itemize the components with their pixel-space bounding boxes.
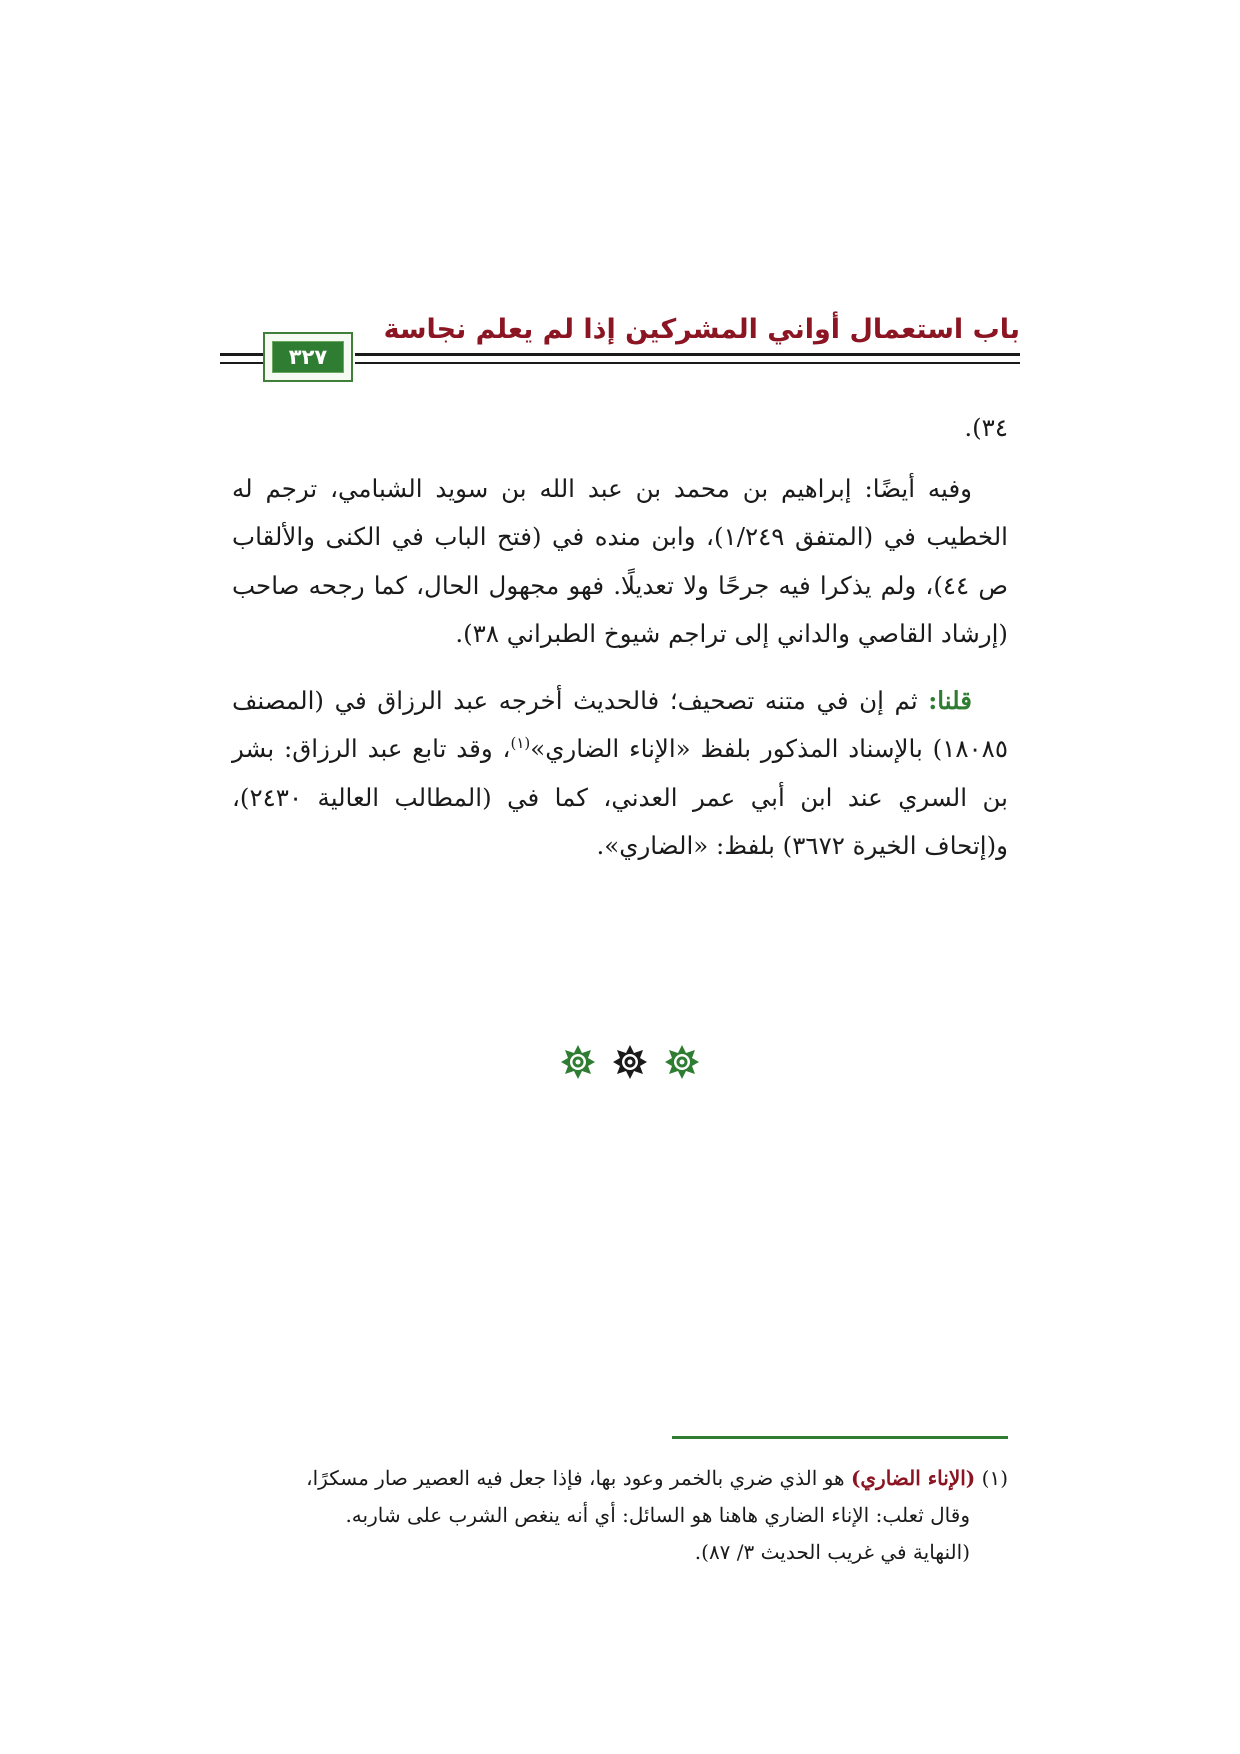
paragraph-2 [232,677,1008,871]
footnote-separator [672,1436,1008,1439]
footnote-line-2: وقال ثعلب: الإناء الضاري هاهنا هو السائل: أي أنه ينغص الشرب على شاربه. [345,1503,970,1527]
header-rule-left-bottom [220,362,263,364]
page-number-badge [263,332,353,382]
footnote [232,1460,1008,1571]
footnote-line-1 [232,1460,1008,1497]
paragraph-2-text-b: ، وقد تابع عبد الرزاق: بشر بن السري عند ابن أبي عمر العدني، كما في (المطالب العالية ٢٤٣٠)، و(إتحاف الخيرة ٣٦٧٢) بلفظ: «الضاري». [232,734,1008,860]
flower-ornament-icon [612,1044,648,1080]
paragraph-1: وفيه أيضًا: إبراهيم بن محمد بن عبد الله بن سويد الشبامي، ترجم له الخطيب في (المتفق ١/٢٤٩)، وابن منده في (فتح الباب في الكنى والألقاب ص ٤٤)، ولم يذكرا فيه جرحًا ولا تعديلًا. فهو مجهول الحال، كما رجحه صاحب (إرشاد القاصي والداني إلى تراجم شيوخ الطبراني ٣٨). [232,473,1008,648]
header-rule-right-bottom [355,362,1020,364]
qulna-label: قلنا: [928,685,972,715]
paragraph-continuation: ٣٤). [964,413,1008,442]
page-header [220,300,1020,395]
paragraph-2-text-a: ثم إن في متنه تصحيف؛ فالحديث أخرجه عبد الرزاق في (المصنف ١٨٠٨٥) بالإسناد المذكور بلفظ «الإناء الضاري» [232,685,1008,763]
flower-ornament-icon [560,1044,596,1080]
section-divider-ornaments [560,1040,700,1084]
footnote-text-1: هو الذي ضري بالخمر وعود بها، فإذا جعل فيه العصير صار مسكرًا، [306,1466,851,1490]
page-number: ٣٢٧ [272,341,344,373]
header-rule-left-top [220,353,263,356]
footnote-line-3: (النهاية في غريب الحديث ٣/ ٨٧). [694,1540,970,1564]
chapter-title: باب استعمال أواني المشركين إذا لم يعلم نجاسة [383,314,1020,345]
flower-ornament-icon [664,1044,700,1080]
main-text [232,404,1008,871]
header-rule-right-top [355,353,1020,356]
footnote-number: (١) [981,1466,1008,1490]
footnote-reference[interactable]: (١) [510,733,531,752]
footnote-term: (الإناء الضاري) [850,1466,976,1490]
